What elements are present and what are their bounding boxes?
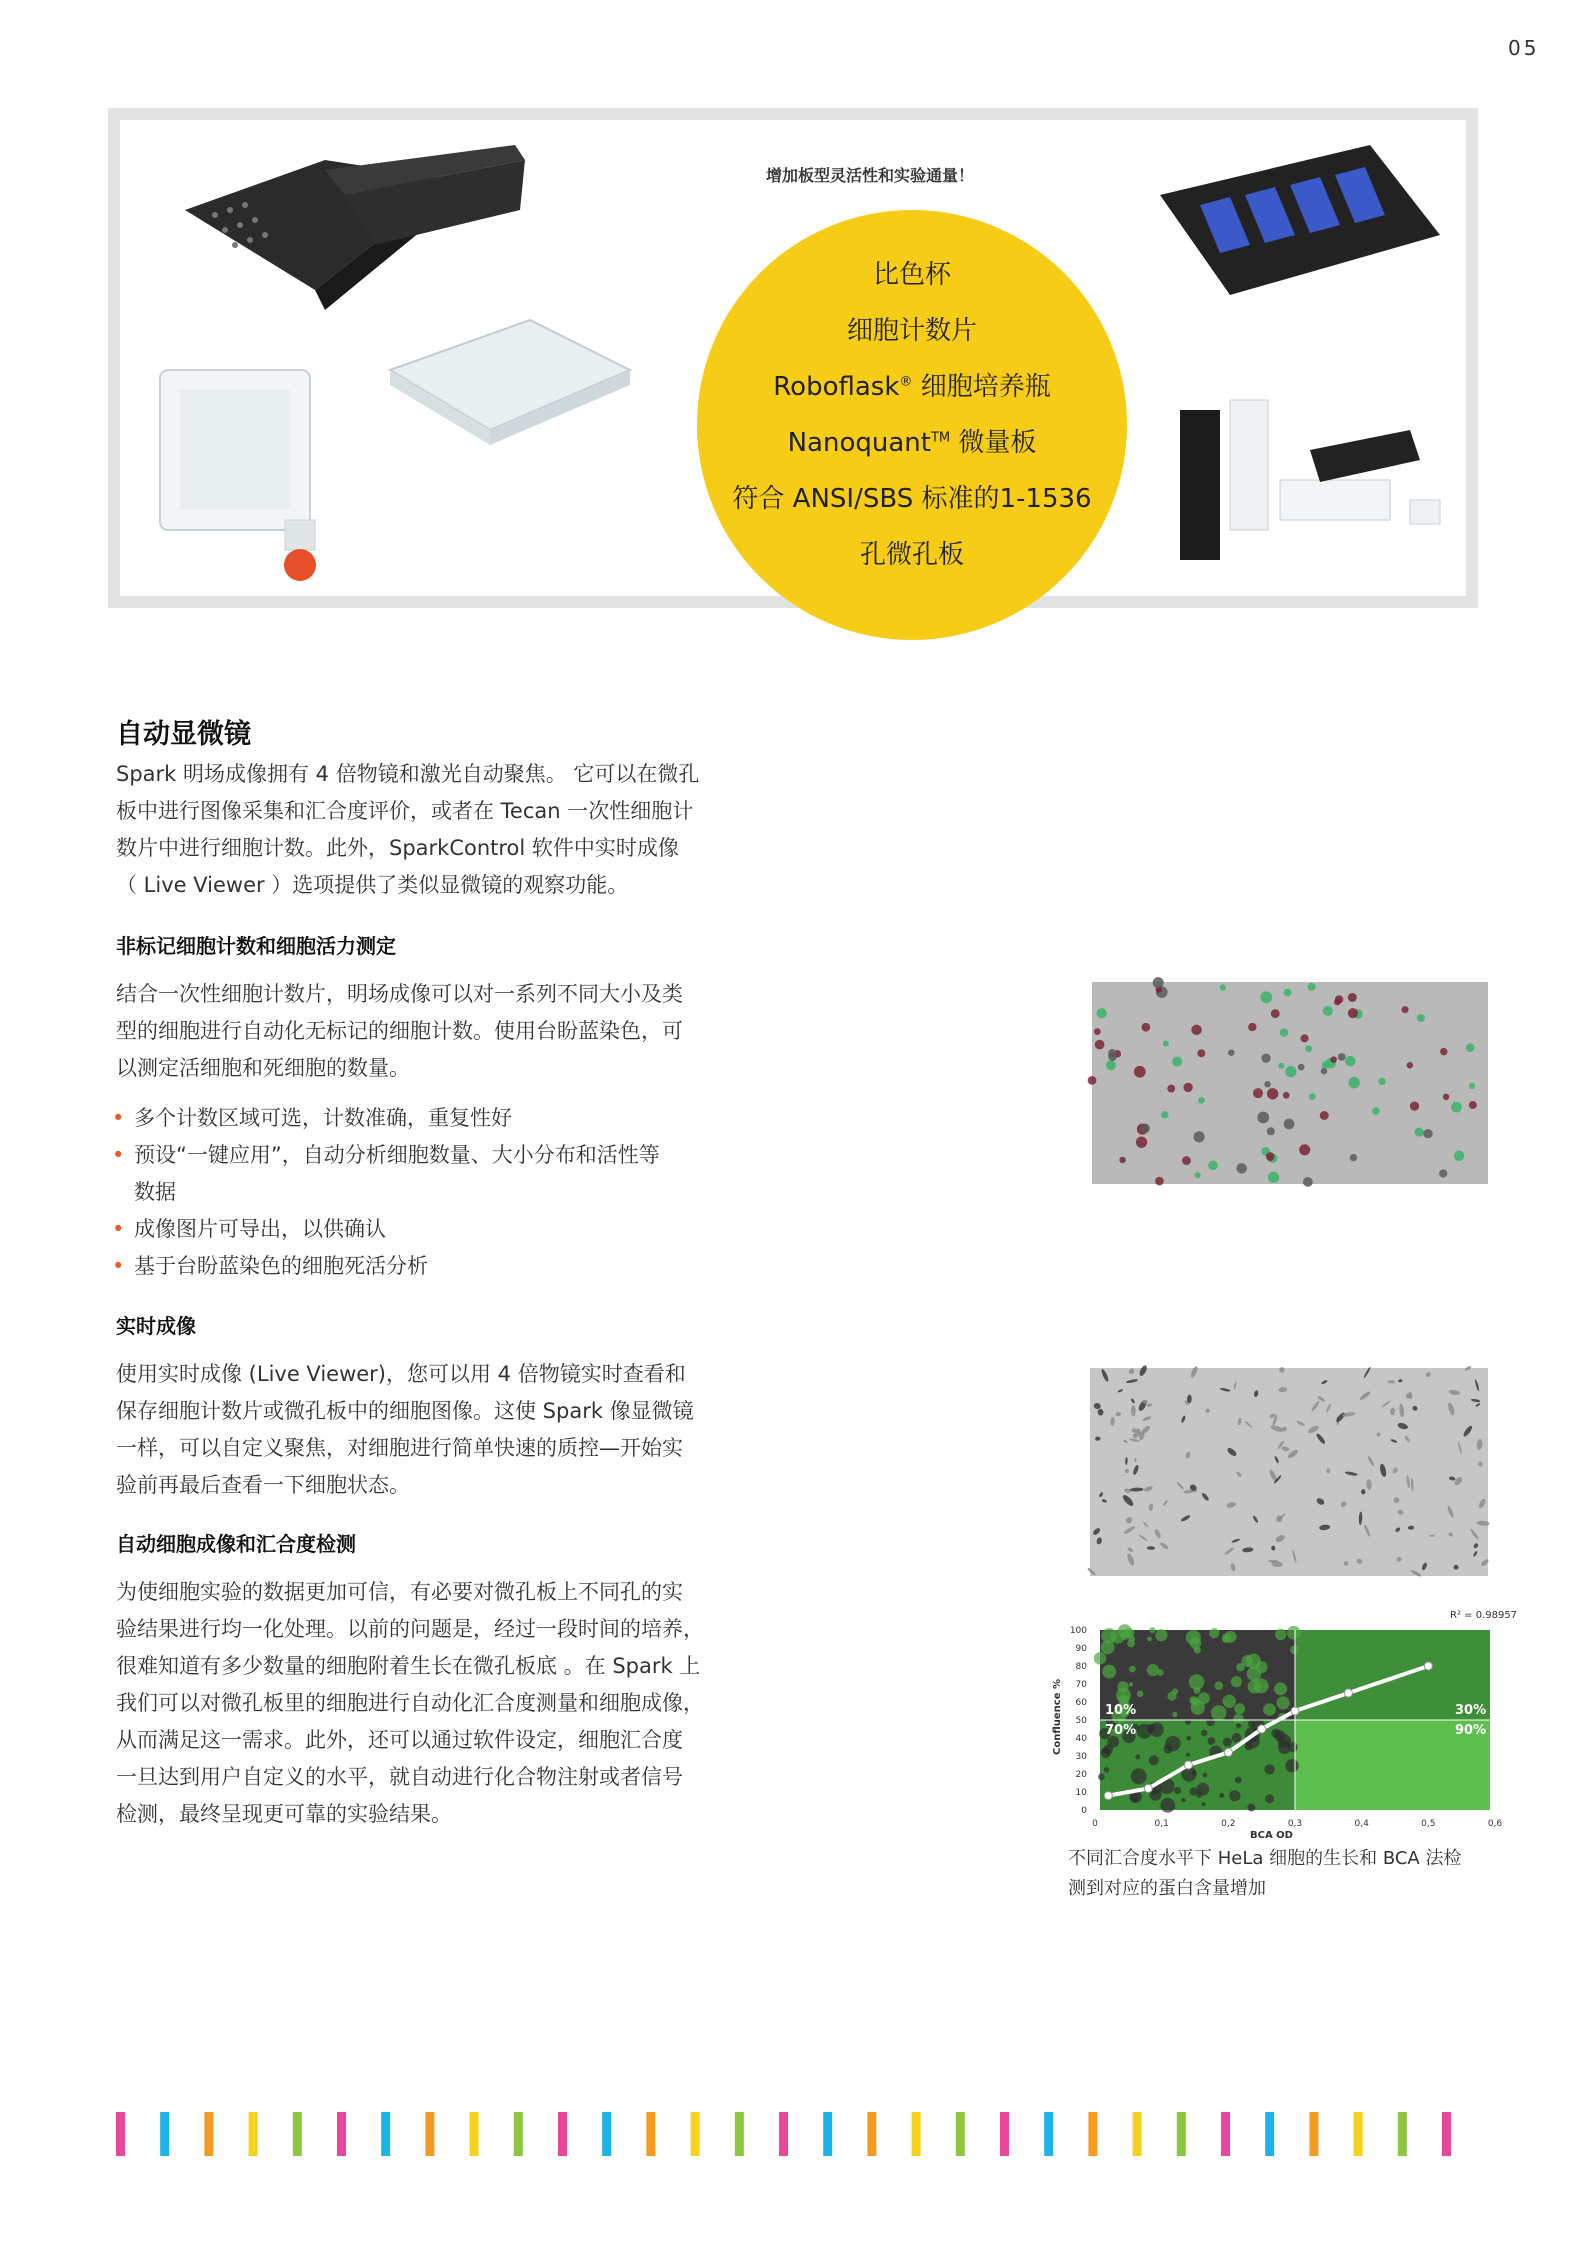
cell-counting-paragraph: 结合一次性细胞计数片，明场成像可以对一系列不同大小及类 型的细胞进行自动化无标记的细胞计数。使用台盼蓝染色，可 以测定活细胞和死细胞的数量。: [116, 982, 683, 1080]
color-stripe: [204, 2112, 213, 2156]
cell: [1248, 1023, 1256, 1031]
color-stripe: [823, 2112, 832, 2156]
cell: [1410, 1101, 1419, 1110]
cell: [1198, 1097, 1205, 1104]
color-stripe: [514, 2112, 523, 2156]
cell: [1236, 1163, 1247, 1174]
cell: [1268, 1560, 1279, 1562]
trypan-blue-micrograph: [1092, 982, 1488, 1184]
cell: [1443, 1094, 1450, 1101]
cell: [1283, 1092, 1290, 1099]
cell: [1267, 1088, 1278, 1099]
color-stripe: [381, 2112, 390, 2156]
y-tick-label: 60: [1075, 1698, 1087, 1708]
color-stripe: [293, 2112, 302, 2156]
cell: [1108, 1049, 1116, 1057]
cell: [1320, 1111, 1329, 1120]
cell: [1402, 1006, 1409, 1013]
x-tick-label: 0,4: [1354, 1819, 1369, 1829]
confluence-paragraph: 为使细胞实验的数据更加可信，有必要对微孔板上不同孔的实 验结果进行均一化处理。以前的问题是，经过一段时间的培养， 很难知道有多少数量的细胞附着生长在微孔板底 。在 Spark 上 我们可以对微孔板里的细胞进行自动化汇合度测量和细胞成像， 从而满足这一需求。此外，还可以通过软件设定，细胞汇合度 一旦达到用户自定义的水平，就自动进行化合物注射或者信号 检测，最终呈现更可靠的实验结果。: [116, 1580, 704, 1826]
cell: [1348, 1077, 1359, 1088]
color-stripe: [691, 2112, 700, 2156]
color-stripe: [779, 2112, 788, 2156]
color-stripe: [1044, 2112, 1053, 2156]
list-item: • 成像图片可导出，以供确认: [112, 1211, 762, 1248]
color-stripe: [735, 2112, 744, 2156]
color-stripe: [337, 2112, 346, 2156]
cell: [1119, 1157, 1125, 1163]
subhead-cell-counting: 非标记细胞计数和细胞活力测定: [116, 934, 396, 958]
cell: [1182, 1156, 1191, 1165]
data-point: [1291, 1707, 1299, 1715]
list-item: • 多个计数区域可选，计数准确，重复性好: [112, 1100, 762, 1137]
cell: [1278, 1063, 1284, 1069]
cell: [1451, 1102, 1462, 1113]
decorative-color-stripes: [116, 2112, 1486, 2156]
hero-line-ansi: 符合 ANSI/SBS 标准的1-1536: [732, 484, 1092, 514]
cell: [1257, 1112, 1269, 1124]
subhead-confluence: 自动细胞成像和汇合度检测: [116, 1532, 356, 1556]
cell: [1253, 1088, 1263, 1098]
color-stripe: [425, 2112, 434, 2156]
chart-xlabel: BCA OD: [1250, 1830, 1293, 1841]
cell: [1183, 1083, 1192, 1092]
x-tick-label: 0,3: [1287, 1819, 1303, 1829]
hero-line-plates: 孔微孔板: [859, 540, 964, 570]
chart-r2-label: R² = 0.98957: [1450, 1610, 1518, 1621]
color-stripe: [956, 2112, 965, 2156]
cell: [1228, 1049, 1234, 1055]
cell: [1095, 1040, 1105, 1050]
feature-list: [112, 1100, 762, 1285]
cell: [1330, 1056, 1337, 1063]
color-stripe: [1177, 2112, 1186, 2156]
chart-caption: 不同汇合度水平下 HeLa 细胞的生长和 BCA 法检 测到对应的蛋白含量增加: [1068, 1848, 1462, 1899]
quadrant-label: 10%: [1105, 1703, 1137, 1718]
cell: [1208, 1161, 1218, 1171]
color-stripe: [1265, 2112, 1274, 2156]
cell: [1439, 1169, 1447, 1177]
cell: [1163, 1040, 1169, 1046]
cell: [1308, 983, 1316, 991]
x-tick-label: 0: [1092, 1819, 1098, 1829]
cell: [1338, 1053, 1346, 1061]
hero-line-counting-slide: 细胞计数片: [846, 316, 977, 346]
cell: [1387, 1380, 1395, 1383]
data-point: [1344, 1689, 1352, 1697]
product-highlight-circle: [697, 210, 1127, 640]
hero-line-nanoquant: Nanoquant™ 微量板: [787, 428, 1037, 458]
color-stripe: [1221, 2112, 1230, 2156]
cell: [1301, 1034, 1309, 1042]
cell: [1220, 984, 1226, 990]
cell: [1167, 1085, 1175, 1093]
cell: [1136, 1137, 1147, 1148]
cell: [1345, 1056, 1356, 1067]
color-stripe: [1133, 2112, 1142, 2156]
y-tick-label: 20: [1075, 1770, 1087, 1780]
hero-line-roboflask: Roboflask® 细胞培养瓶: [773, 372, 1051, 402]
cell: [1161, 1111, 1168, 1118]
color-stripe: [1442, 2112, 1451, 2156]
list-item: • 预设“一键应用”，自动分析细胞数量、大小分布和活性等: [112, 1137, 762, 1174]
cell: [1142, 1023, 1151, 1032]
cell: [1153, 977, 1164, 988]
cell: [1348, 1008, 1358, 1018]
color-stripe: [470, 2112, 479, 2156]
cell: [1469, 1101, 1477, 1109]
color-stripe: [558, 2112, 567, 2156]
cell: [1094, 1028, 1101, 1035]
color-stripe: [1398, 2112, 1407, 2156]
color-stripe: [1088, 2112, 1097, 2156]
live-imaging-micrograph: [1090, 1368, 1488, 1576]
color-stripe: [867, 2112, 876, 2156]
cell: [1305, 1045, 1312, 1052]
y-tick-label: 50: [1075, 1716, 1087, 1726]
cell: [1469, 1083, 1475, 1089]
data-point: [1424, 1662, 1432, 1670]
cell: [1172, 1056, 1182, 1066]
color-stripe: [1000, 2112, 1009, 2156]
cell: [1097, 1008, 1107, 1018]
cell: [1423, 1129, 1432, 1138]
cell: [1140, 1123, 1150, 1133]
cell: [1266, 1152, 1275, 1161]
page-number: 05: [1508, 36, 1540, 60]
cell: [1260, 991, 1272, 1003]
quadrant-label: 30%: [1455, 1703, 1487, 1718]
live-imaging-paragraph: 使用实时成像 (Live Viewer)，您可以用 4 倍物镜实时查看和 保存细胞计数片或微孔板中的细胞图像。这使 Spark 像显微镜 一样，可以自定义聚焦，对细胞进行简单快速的质控—开始实 验前再最后查看一下细胞状态。: [116, 1362, 694, 1497]
hero-line-cuvette: 比色杯: [872, 260, 951, 290]
nanoquant-plate-image: [1150, 135, 1450, 315]
cell: [1323, 1006, 1333, 1016]
cell: [1415, 1128, 1424, 1137]
data-point: [1104, 1792, 1112, 1800]
intro-paragraph: Spark 明场成像拥有 4 倍物镜和激光自动聚焦。 它可以在微孔 板中进行图像采集和汇合度评价，或者在 Tecan 一次性细胞计 数片中进行细胞计数。此外，SparkControl 软件中实时成像 （ Live Viewer ）选项提供了类似显微镜的观察功能。: [116, 762, 700, 897]
color-stripe: [1309, 2112, 1318, 2156]
y-tick-label: 40: [1075, 1734, 1087, 1744]
color-stripe: [249, 2112, 258, 2156]
y-tick-label: 70: [1075, 1680, 1087, 1690]
cell: [1195, 1172, 1201, 1178]
cell: [1134, 1066, 1146, 1078]
color-stripe: [602, 2112, 611, 2156]
cell: [1299, 1144, 1310, 1155]
roboflask-image: [150, 350, 350, 590]
cell: [1088, 1076, 1097, 1085]
color-stripe: [912, 2112, 921, 2156]
cell: [1303, 1177, 1313, 1187]
cell: [1309, 1093, 1316, 1100]
microplate-image: [380, 310, 640, 460]
color-stripe: [160, 2112, 169, 2156]
cell: [1350, 1154, 1357, 1161]
cell: [1298, 1064, 1305, 1071]
x-tick-label: 0,2: [1221, 1819, 1236, 1829]
cell: [1466, 1043, 1475, 1052]
cell: [1372, 1107, 1380, 1115]
list-item: • 基于台盼蓝染色的细胞死活分析: [112, 1248, 762, 1285]
data-point: [1224, 1748, 1232, 1756]
confluence-chart: [1040, 1590, 1518, 1841]
cell: [1454, 1151, 1464, 1161]
quadrant-label: 90%: [1455, 1723, 1487, 1738]
y-tick-label: 30: [1075, 1752, 1087, 1762]
y-tick-label: 90: [1075, 1644, 1087, 1654]
cell: [1378, 1078, 1385, 1085]
cell: [1193, 1131, 1204, 1142]
y-tick-label: 0: [1081, 1806, 1087, 1816]
cell: [1280, 1028, 1288, 1036]
cell: [1321, 1068, 1328, 1075]
cell: [1155, 1177, 1164, 1186]
subhead-live-imaging: 实时成像: [116, 1314, 196, 1338]
data-point: [1184, 1761, 1192, 1769]
cell: [1264, 1081, 1270, 1087]
x-tick-label: 0,5: [1421, 1819, 1436, 1829]
cell: [1407, 1062, 1414, 1069]
cell: [1261, 1054, 1270, 1063]
x-tick-label: 0,1: [1154, 1819, 1169, 1829]
cuvette-image: [1160, 390, 1460, 590]
data-point: [1258, 1725, 1266, 1733]
cell: [1440, 1048, 1447, 1055]
y-tick-label: 80: [1075, 1662, 1087, 1672]
cell: [1334, 999, 1341, 1006]
y-tick-label: 10: [1075, 1788, 1087, 1798]
section-title: 自动显微镜: [116, 719, 251, 750]
chart-ylabel: Confluence %: [1052, 1679, 1063, 1755]
cell: [1285, 1066, 1296, 1077]
data-point: [1144, 1784, 1152, 1792]
quadrant-label: 70%: [1105, 1723, 1137, 1738]
cell: [1284, 1119, 1295, 1130]
cell: [1348, 993, 1357, 1002]
color-stripe: [646, 2112, 655, 2156]
list-item-continued: 数据: [134, 1180, 176, 1204]
cell: [1268, 1172, 1279, 1183]
cell: [1197, 1049, 1205, 1057]
hero-tagline: 增加板型灵活性和实验通量！: [766, 166, 975, 185]
cell: [1417, 1014, 1425, 1022]
cell: [1271, 1009, 1280, 1018]
x-tick-label: 0,6: [1487, 1819, 1503, 1829]
y-tick-label: 100: [1069, 1626, 1087, 1636]
cell: [1106, 1060, 1116, 1070]
cell: [1191, 1025, 1201, 1035]
cell: [1267, 1127, 1275, 1135]
color-stripe: [1354, 2112, 1363, 2156]
cell: [1284, 989, 1292, 997]
color-stripe: [116, 2112, 125, 2156]
